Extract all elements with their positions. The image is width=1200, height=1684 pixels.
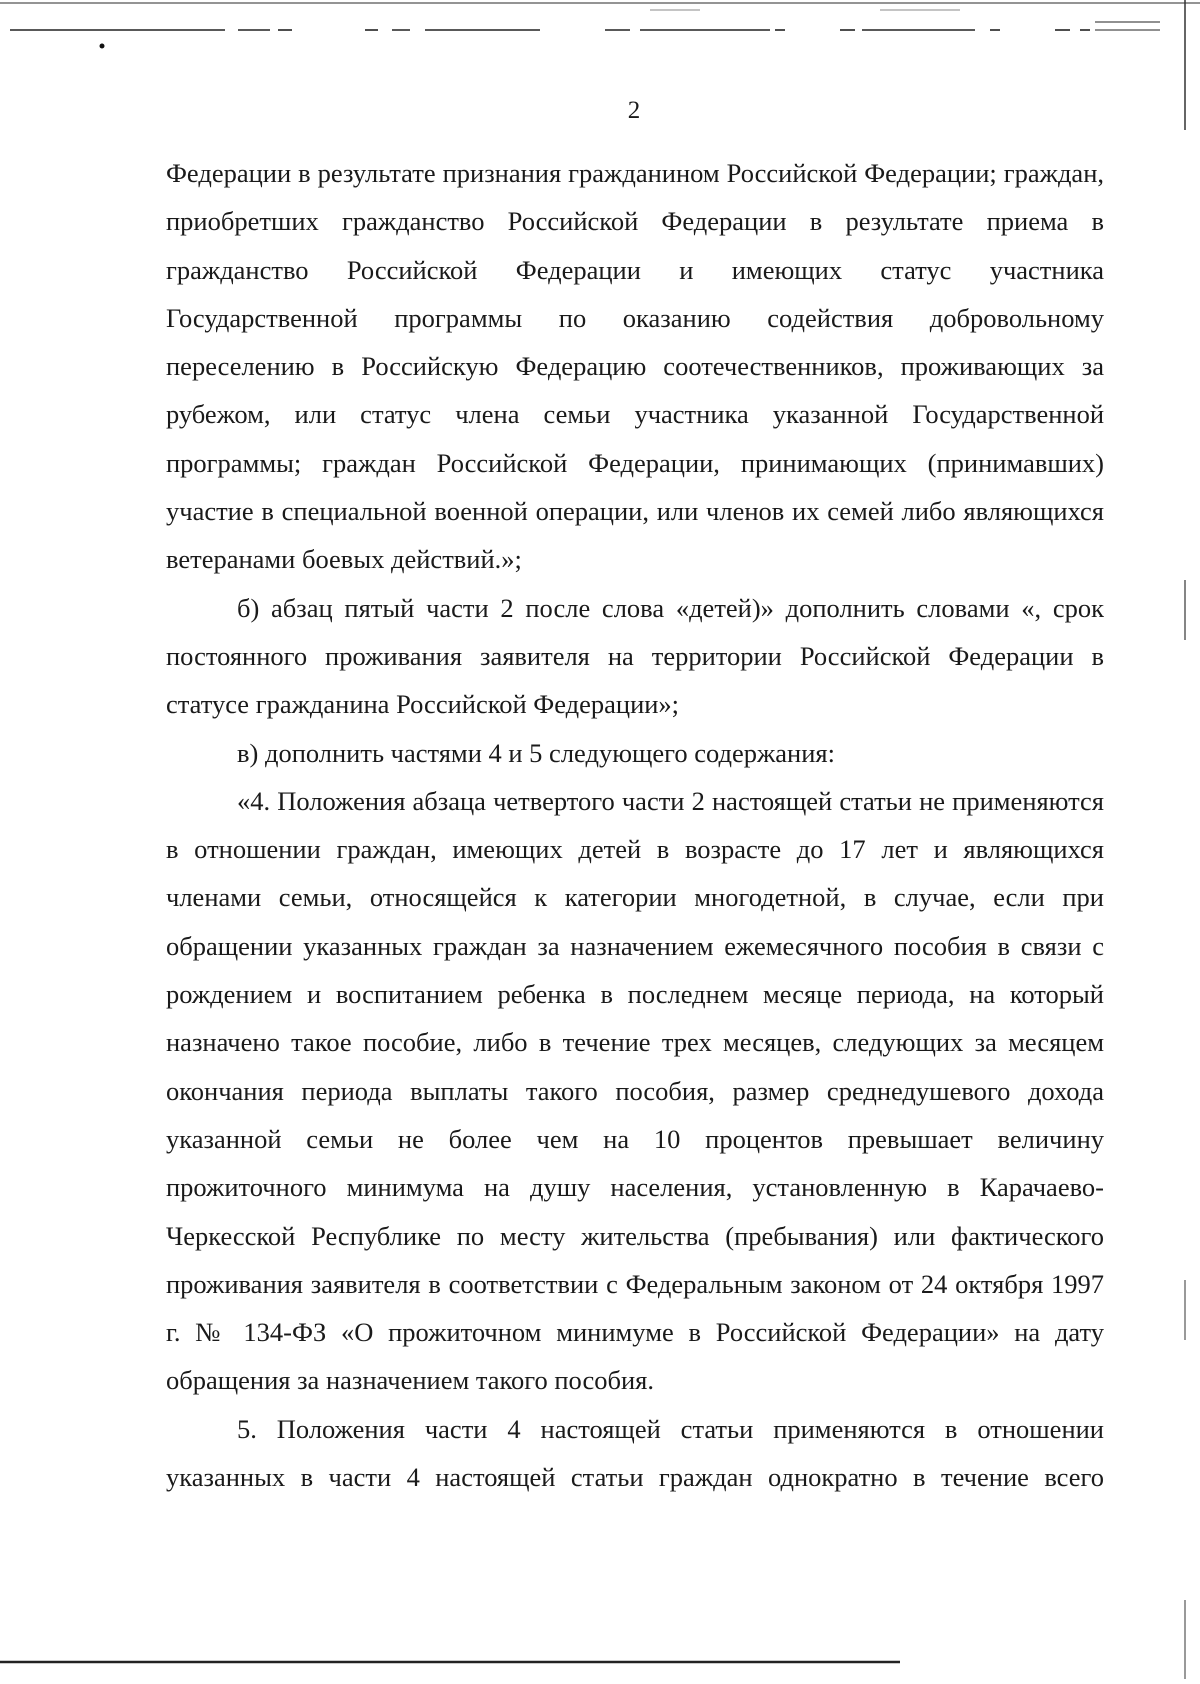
scan-artifact-right — [1140, 0, 1200, 1679]
page-number: 2 — [627, 97, 641, 124]
paragraph-item-v: в) дополнить частями 4 и 5 следующего содержания: — [237, 737, 835, 768]
scan-artifact-top — [0, 0, 1200, 60]
paragraph-part-4: «4. Положения абзаца четвертого части 2 настоящей статьи не применяются в отношении граждан, имеющих детей в возрасте до 17 лет и являющихся членами семьи, относящейся к категории многодетной, в случае, если при обращении указанных граждан за назначением ежемесячного пособия в связи с рождением и воспитанием ребенка в последнем месяце периода, на который назначено такое пособие, либо в течение трех месяцев, следующих за месяцем окончания периода выплаты такого пособия, размер среднедушевого дохода указанной семьи не более чем на 10 процентов превышает величину прожиточного минимума на душу населения, установленную в Карачаево-Черкесской Республике по месту жительства (пребывания) или фактического проживания заявителя в соответствии с Федеральным законом от 24 октября 1997 г. № 134-ФЗ «О прожиточном минимуме в Российской Федерации» на дату обращения за назначением такого пособия. — [166, 785, 1104, 1396]
paragraph-part-5: 5. Положения части 4 настоящей статьи применяются в отношении указанных в части 4 настоящей статьи граждан однократно в течение всего — [166, 1413, 1104, 1493]
document-body — [166, 149, 1104, 1501]
paragraph-continuation: Федерации в результате признания гражданином Российской Федерации; граждан, приобретших гражданство Российской Федерации в результате приема в гражданство Российской Федерации и имеющих статус участника Государственной программы по оказанию содействия добровольному переселению в Российскую Федерацию соотечественников, проживающих за рубежом, или статус члена семьи участника указанной Государственной программы; граждан Российской Федерации, принимающих (принимавших) участие в специальной военной операции, или членов их семей либо являющихся ветеранами боевых действий.»; — [166, 158, 1104, 575]
paragraph-item-b: б) абзац пятый части 2 после слова «детей)» дополнить словами «, срок постоянного проживания заявителя на территории Российской Федерации в статусе гражданина Российской Федерации»; — [166, 592, 1104, 720]
scan-artifact-bottom — [0, 1655, 900, 1667]
